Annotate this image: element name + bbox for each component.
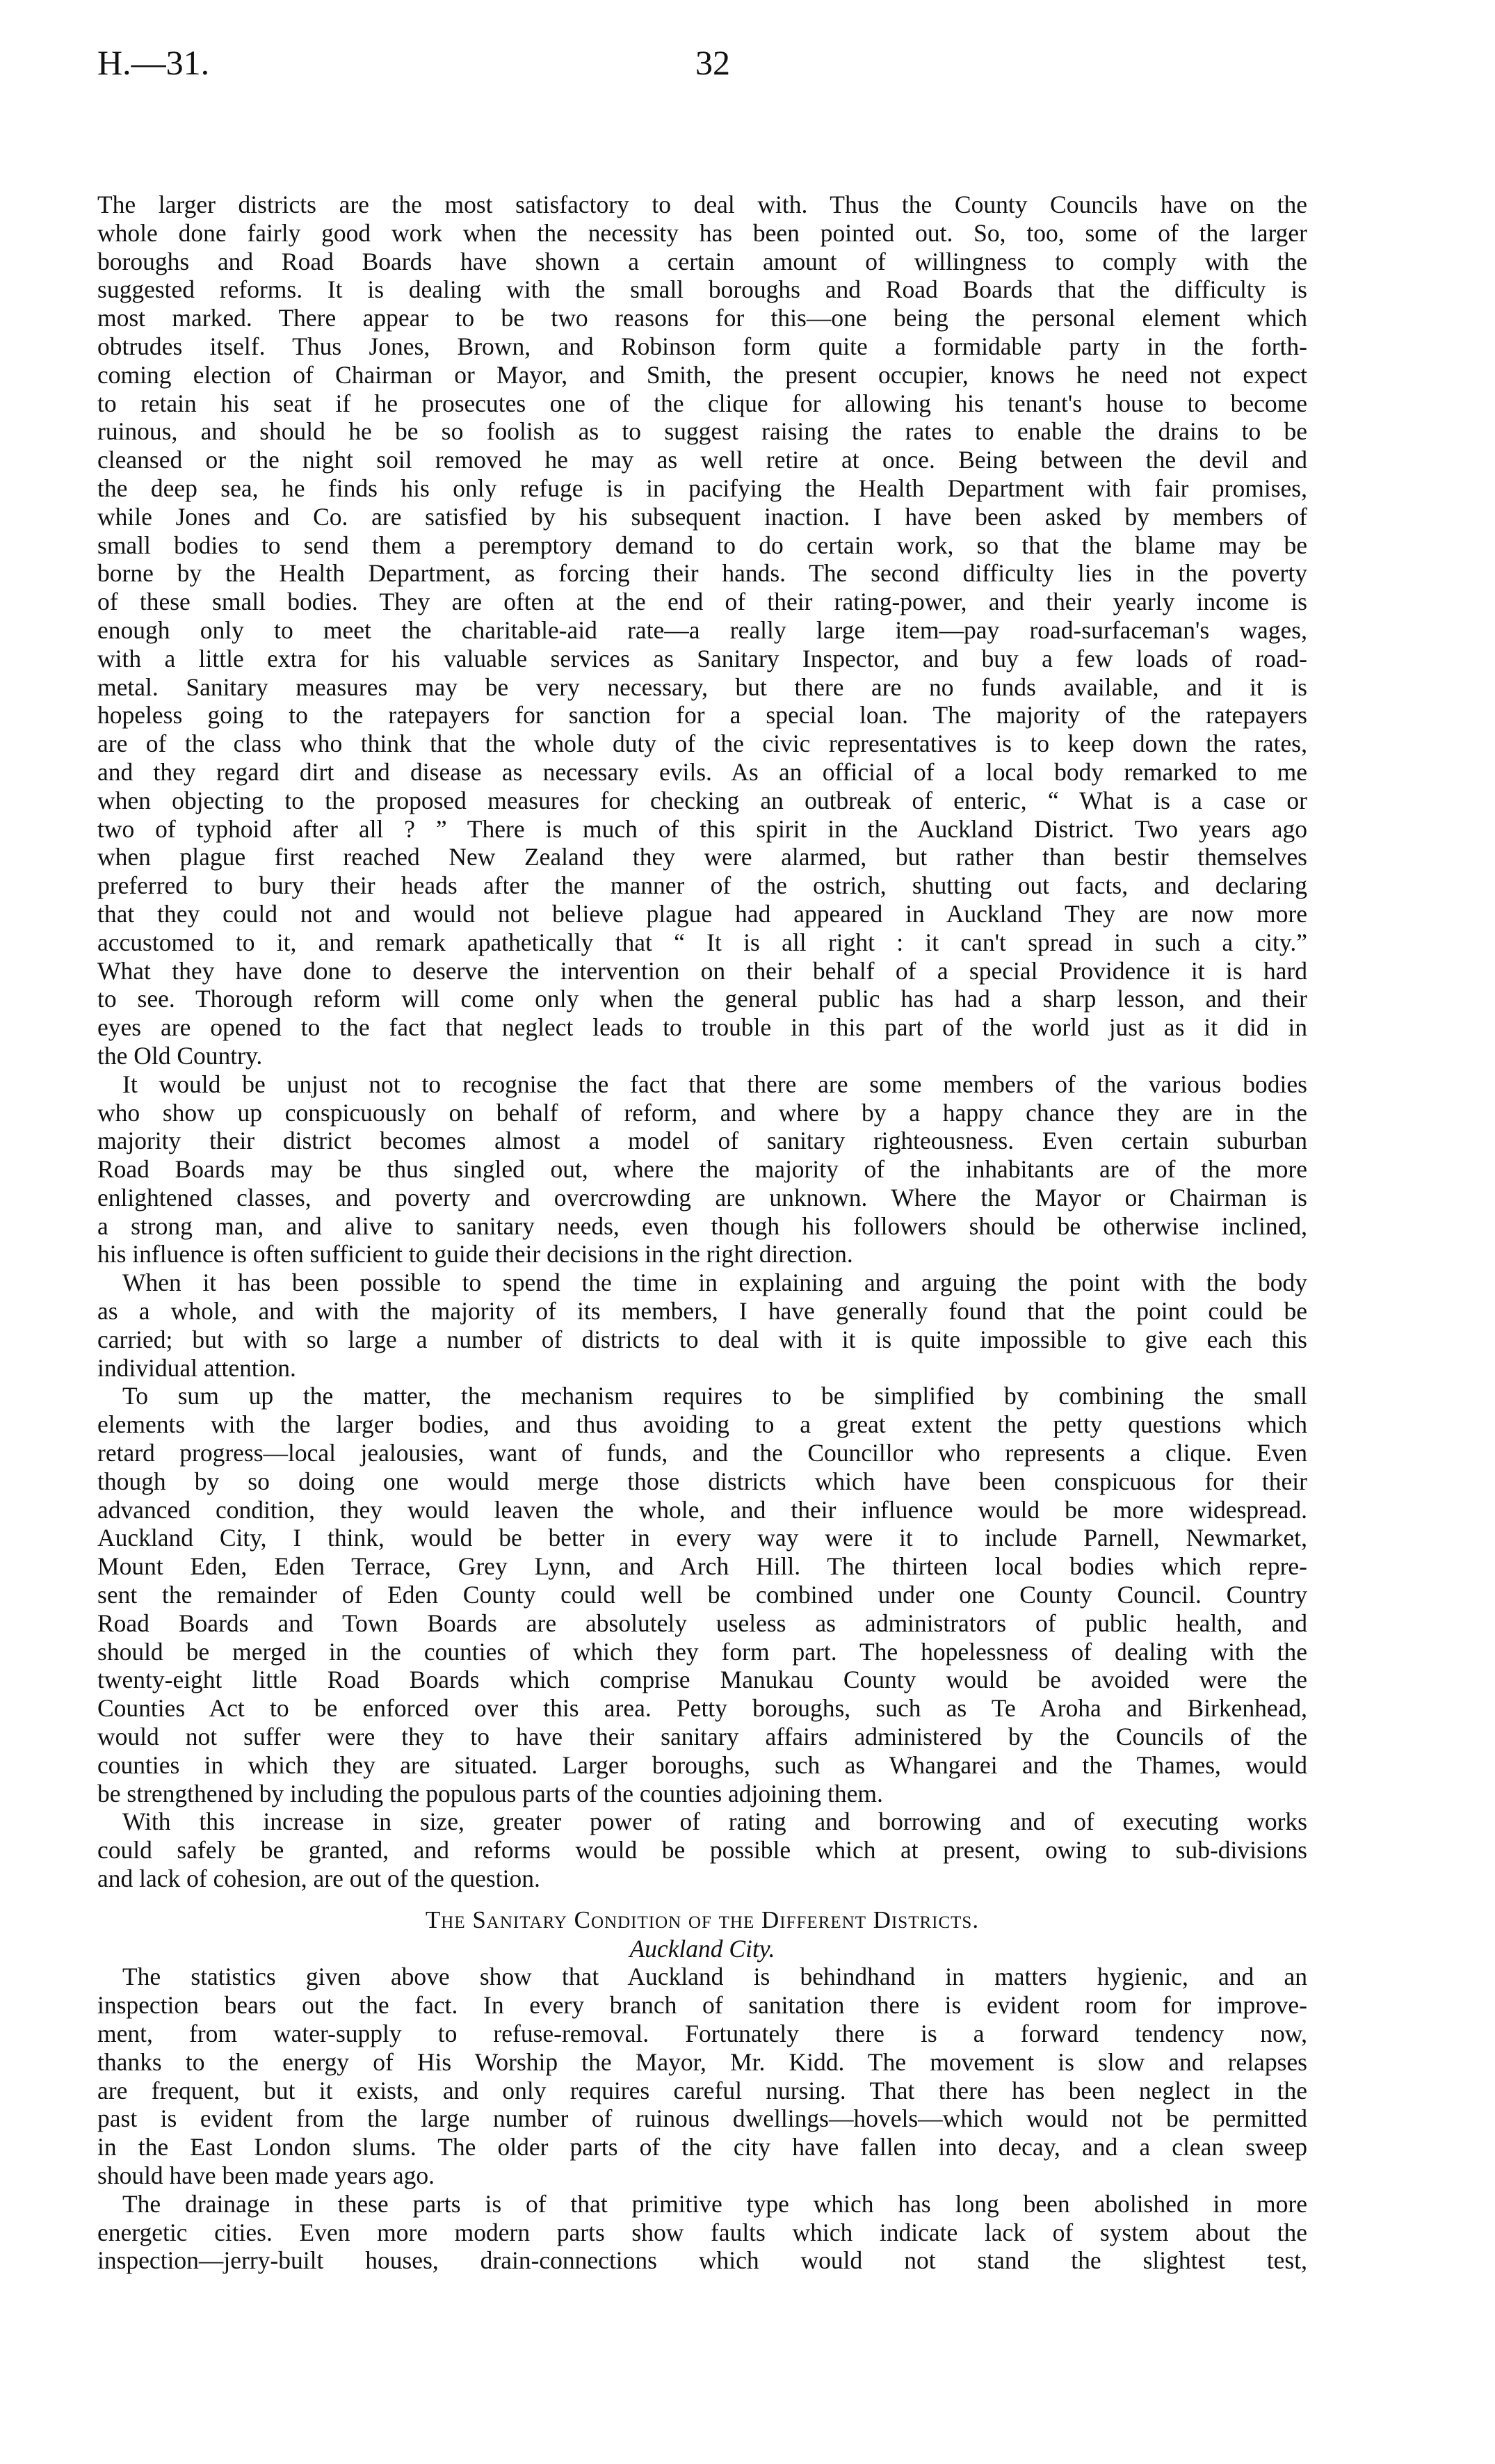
text-line: two of typhoid after all ? ” There is much of this spirit in the Auckland District. Two years ago [97,814,1307,843]
text-line: Counties Act to be enforced over this area. Petty boroughs, such as Te Aroha and Birkenhead, [97,1694,1307,1723]
text-line: while Jones and Co. are satisfied by his subsequent inaction. I have been asked by members of [97,502,1307,531]
text-line: the Old Country. [97,1041,263,1070]
text-line: metal. Sanitary measures may be very necessary, but there are no funds available, and it is [97,673,1307,701]
text-line: should be merged in the counties of which they form part. The hopelessness of dealing with the [97,1637,1307,1666]
page-number: 32 [695,43,730,82]
text-line: The larger districts are the most satisfactory to deal with. Thus the County Councils have on the [97,191,1307,218]
text-line: past is evident from the large number of ruinous dwellings—hovels—which would not be permitted [97,2104,1307,2133]
text-line: boroughs and Road Boards have shown a certain amount of willingness to comply with the [97,247,1307,275]
text-line: carried; but with so large a number of districts to deal with it is quite impossible to give each this [97,1325,1307,1353]
text-line: though by so doing one would merge those districts which have been conspicuous for their [97,1467,1307,1495]
text-line: and lack of cohesion, are out of the question. [97,1865,540,1893]
text-line: sent the remainder of Eden County could well be combined under one County Council. Country [97,1581,1307,1609]
text-line: counties in which they are situated. Larger boroughs, such as Whangarei and the Thames, would [97,1750,1307,1779]
text-line: The statistics given above show that Auckland is behindhand in matters hygienic, and an [122,1963,1307,1991]
text-line: thanks to the energy of His Worship the Mayor, Mr. Kidd. The movement is slow and relapses [97,2047,1307,2076]
text-line: borne by the Health Department, as forcing their hands. The second difficulty lies in the poverty [97,559,1307,588]
paragraph [97,191,1307,1070]
text-line: coming election of Chairman or Mayor, and Smith, the present occupier, knows he need not expect [97,360,1307,389]
text-line: should have been made years ago. [97,2161,435,2189]
text-line: cleansed or the night soil removed he may as well retire at once. Being between the devil and [97,446,1307,474]
text-line: When it has been possible to spend the time in explaining and arguing the point with the body [122,1269,1307,1297]
text-line: With this increase in size, greater power of rating and borrowing and of executing works [122,1807,1307,1836]
text-line: Mount Eden, Eden Terrace, Grey Lynn, and Arch Hill. The thirteen local bodies which repre- [97,1552,1307,1581]
text-line: advanced condition, they would leaven the whole, and their influence would be more widespread. [97,1495,1307,1524]
text-line: majority their district becomes almost a model of sanitary righteousness. Even certain suburban [97,1127,1307,1155]
text-line: To sum up the matter, the mechanism requires to be simplified by combining the small [122,1382,1307,1410]
section-intro [97,191,1307,1893]
paragraph [97,1269,1307,1382]
paragraph [97,1070,1307,1269]
text-line: It would be unjust not to recognise the fact that there are some members of the various bodies [122,1070,1307,1098]
text-line: enough only to meet the charitable-aid rate—a really large item—pay road-surfaceman's wages, [97,615,1307,644]
text-line: preferred to bury their heads after the manner of the ostrich, shutting out facts, and declaring [97,871,1307,900]
document-body [97,191,1307,2275]
text-line: whole done fairly good work when the necessity has been pointed out. So, too, some of the larger [97,218,1307,247]
text-line: energetic cities. Even more modern parts show faults which indicate lack of system about the [97,2218,1307,2246]
section-auckland-city [97,1963,1307,2275]
text-line: be strengthened by including the populous parts of the counties adjoining them. [97,1779,883,1807]
section-subheading: Auckland City. [629,1934,775,1963]
text-line: with a little extra for his valuable services as Sanitary Inspector, and buy a few loads of road- [97,644,1307,673]
text-line: as a whole, and with the majority of its members, I have generally found that the point could be [97,1297,1307,1326]
text-line: enlightened classes, and poverty and overcrowding are unknown. Where the Mayor or Chairman is [97,1183,1307,1211]
text-line: twenty-eight little Road Boards which comprise Manukau County would be avoided were the [97,1666,1307,1694]
text-line: inspection bears out the fact. In every branch of sanitation there is evident room for improve- [97,1991,1307,2020]
text-line: eyes are opened to the fact that neglect leads to trouble in this part of the world just as it did in [97,1013,1307,1042]
text-line: accustomed to it, and remark apathetically that “ It is all right : it can't spread in such a city.” [97,928,1307,956]
paragraph [97,1963,1307,2189]
paragraph [97,1807,1307,1892]
text-line: Road Boards may be thus singled out, where the majority of the inhabitants are of the more [97,1155,1307,1184]
text-line: that they could not and would not believe plague had appeared in Auckland They are now more [97,899,1307,928]
text-line: would not suffer were they to have their sanitary affairs administered by the Councils of the [97,1723,1307,1751]
text-line: the deep sea, he finds his only refuge is in pacifying the Health Department with fair promises, [97,474,1307,502]
text-line: and they regard dirt and disease as necessary evils. As an official of a local body remarked to me [97,757,1307,786]
text-line: of these small bodies. They are often at the end of their rating-power, and their yearly income is [97,588,1307,616]
text-line: The drainage in these parts is of that primitive type which has long been abolished in more [122,2189,1307,2218]
text-line: inspection—jerry-built houses, drain-connections which would not stand the slightest test, [97,2246,1307,2275]
text-line: individual attention. [97,1353,296,1382]
text-line: to retain his seat if he prosecutes one of the clique for allowing his tenant's house to become [97,389,1307,417]
section-heading: The Sanitary Condition of the Different Districts. [425,1906,980,1933]
paragraph [97,1382,1307,1807]
text-line: Auckland City, I think, would be better in every way were it to include Parnell, Newmarket, [97,1524,1307,1552]
text-line: are of the class who think that the whole duty of the civic representatives is to keep down the rates, [97,730,1307,758]
text-line: suggested reforms. It is dealing with the small boroughs and Road Boards that the difficulty is [97,275,1307,304]
text-line: when objecting to the proposed measures for checking an outbreak of enteric, “ What is a case or [97,786,1307,814]
text-line: Road Boards and Town Boards are absolutely useless as administrators of public health, and [97,1609,1307,1637]
text-line: a strong man, and alive to sanitary needs, even though his followers should be otherwise inclined, [97,1211,1307,1240]
text-line: small bodies to send them a peremptory demand to do certain work, so that the blame may be [97,531,1307,559]
text-line: to see. Thorough reform will come only when the general public has had a sharp lesson, and their [97,985,1307,1013]
text-line: his influence is often sufficient to guide their decisions in the right direction. [97,1240,853,1269]
text-line: ment, from water-supply to refuse-removal. Fortunately there is a forward tendency now, [97,2020,1307,2047]
text-line: in the East London slums. The older parts of the city have fallen into decay, and a clean sweep [97,2133,1307,2161]
text-line: most marked. There appear to be two reasons for this—one being the personal element which [97,304,1307,332]
text-line: ruinous, and should he be so foolish as to suggest raising the rates to enable the drains to be [97,417,1307,446]
text-line: are frequent, but it exists, and only requires careful nursing. That there has been neglect in the [97,2076,1307,2104]
text-line: What they have done to deserve the intervention on their behalf of a special Providence it is hard [97,956,1307,985]
text-line: when plague first reached New Zealand they were alarmed, but rather than bestir themselves [97,843,1307,871]
text-line: elements with the larger bodies, and thus avoiding to a great extent the petty questions which [97,1410,1307,1439]
text-line: hopeless going to the ratepayers for sanction for a special loan. The majority of the ratepayers [97,701,1307,730]
document-reference: H.—31. [97,43,210,82]
text-line: who show up conspicuously on behalf of reform, and where by a happy chance they are in the [97,1098,1307,1127]
text-line: obtrudes itself. Thus Jones, Brown, and Robinson form quite a formidable party in the forth- [97,332,1307,360]
text-line: retard progress—local jealousies, want of funds, and the Councillor who represents a clique. Even [97,1439,1307,1467]
paragraph [97,2190,1307,2275]
text-line: could safely be granted, and reforms would be possible which at present, owing to sub-divisions [97,1836,1307,1865]
